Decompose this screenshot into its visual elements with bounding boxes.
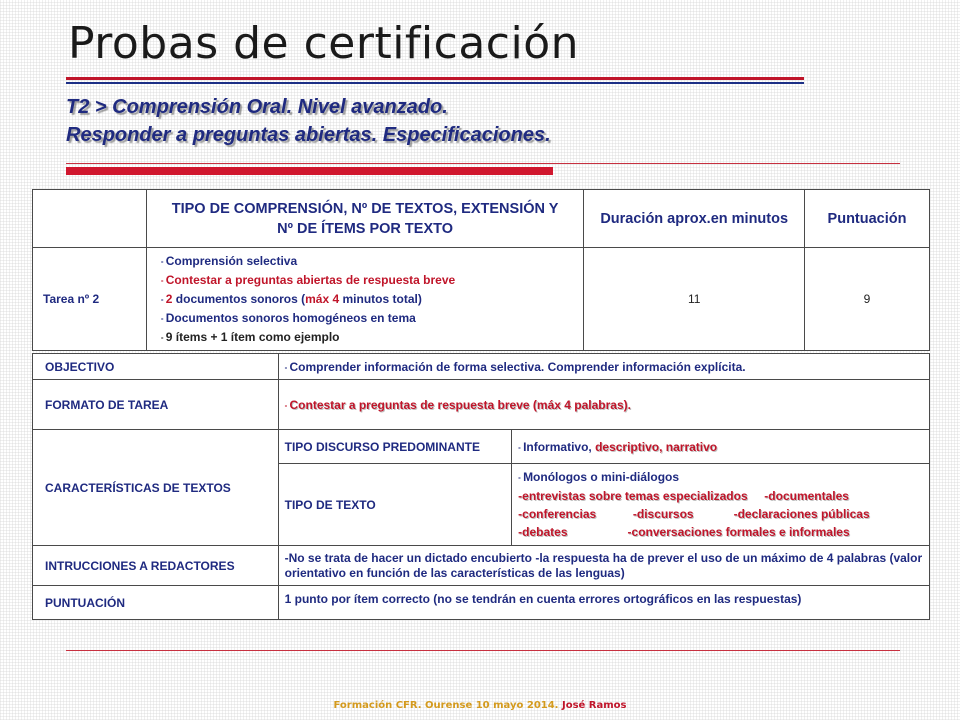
duracion-value: 11: [584, 248, 805, 351]
header-tipo-line-1: TIPO DE COMPRENSIÓN, Nº DE TEXTOS, EXTENSIÓN Y: [171, 200, 559, 217]
texto-line-2: -entrevistas sobre temas especializados -documentales: [518, 488, 849, 503]
header-tipo-line-2: Nº DE ÍTEMS POR TEXTO: [277, 220, 453, 237]
header-puntuacion: Puntuación: [805, 190, 930, 248]
task-summary-table: [32, 189, 930, 351]
puntuacion-value: 9: [805, 248, 930, 351]
task-description-cell: [146, 248, 583, 351]
texto-line-1: - Monólogos o mini-diálogos: [518, 468, 923, 487]
table-header-row: [33, 190, 930, 248]
header-tipo: [146, 190, 583, 248]
task-bullet-list: [151, 248, 579, 350]
puntuacion-label: PUNTUACIÓN: [33, 586, 279, 620]
list-item: - 9 ítems + 1 ítem como ejemplo: [161, 328, 579, 347]
list-item: - Documentos sonoros homogéneos en tema: [161, 309, 579, 328]
subtitle-line-1: T2 > Comprensión Oral. Nivel avanzado.: [66, 96, 448, 118]
list-item: - Contestar a preguntas abiertas de respuesta breve: [161, 271, 579, 290]
table-row: [33, 354, 930, 380]
texto-line-3: -conferencias -discursos -declaraciones públicas: [518, 506, 870, 521]
objectivo-value: - Comprender información de forma selectiva. Comprender información explícita.: [278, 354, 929, 380]
title-underline-red: [66, 77, 804, 80]
footer-author: José Ramos: [561, 700, 627, 711]
instrucciones-label: INTRUCCIONES A REDACTORES: [33, 546, 279, 586]
divider-thin: [66, 163, 900, 164]
texto-line-4: -debates -conversaciones formales e informales: [518, 524, 850, 539]
header-duracion: Duración aprox.en minutos: [584, 190, 805, 248]
table-row: [33, 430, 930, 464]
table-row: [33, 248, 930, 351]
table-row: [33, 546, 930, 586]
footer-event: Formación CFR. Ourense 10 mayo 2014.: [333, 700, 559, 711]
texto-value: [512, 464, 930, 546]
empty-header-cell: [33, 190, 147, 248]
list-item: - Comprensión selectiva: [161, 252, 579, 271]
table-row: [33, 380, 930, 430]
texto-label: TIPO DE TEXTO: [278, 464, 512, 546]
formato-value: - Contestar a preguntas de respuesta breve (máx 4 palabras).: [278, 380, 929, 430]
discurso-value: - Informativo, descriptivo, narrativo: [512, 430, 930, 464]
table-row: [33, 586, 930, 620]
objectivo-label: OBJECTIVO: [33, 354, 279, 380]
list-item: - 2 documentos sonoros (máx 4 minutos total): [161, 290, 579, 309]
formato-label: FORMATO DE TAREA: [33, 380, 279, 430]
puntuacion-text: 1 punto por ítem correcto (no se tendrán en cuenta errores ortográficos en las respuestas): [278, 586, 929, 620]
title-underline-blue: [66, 82, 804, 84]
subtitle-line-2: Responder a preguntas abiertas. Especificaciones.: [66, 124, 551, 146]
caracteristicas-label: CARACTERÍSTICAS DE TEXTOS: [33, 430, 279, 546]
footer-credit: [0, 700, 960, 711]
discurso-label: TIPO DISCURSO PREDOMINANTE: [278, 430, 512, 464]
instrucciones-value: -No se trata de hacer un dictado encubierto -la respuesta ha de prever el uso de un máximo de 4 palabras (valor orientativo en función de las características de las lenguas): [278, 546, 929, 586]
divider-thick-red: [66, 167, 553, 175]
tarea-label: Tarea nº 2: [33, 248, 147, 351]
slide-title: Probas de certificación: [68, 18, 580, 69]
specifications-table: [32, 353, 930, 620]
footer-divider: [66, 650, 900, 651]
